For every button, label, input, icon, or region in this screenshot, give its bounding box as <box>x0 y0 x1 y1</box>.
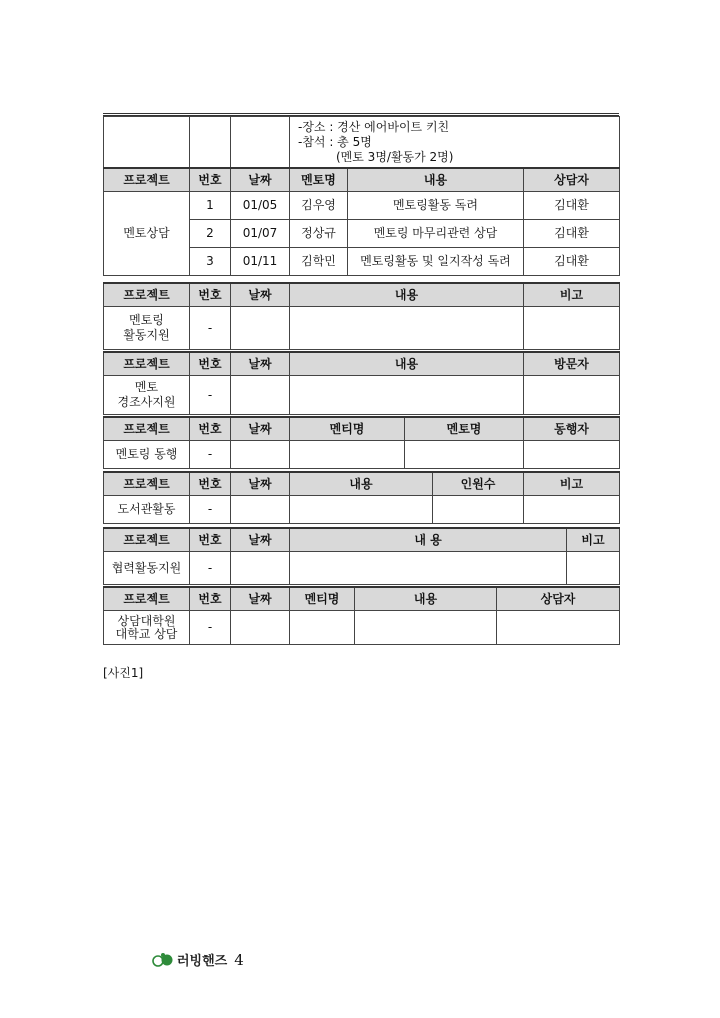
counselor-cell: 김대환 <box>524 248 620 276</box>
header-project: 프로젝트 <box>104 283 190 307</box>
accompany-table <box>103 416 620 469</box>
content-cell: 멘토링활동 독려 <box>348 192 524 220</box>
header-content: 내용 <box>290 352 524 376</box>
support-table <box>103 282 620 350</box>
header-date: 날짜 <box>231 587 290 611</box>
header-num: 번호 <box>190 472 231 496</box>
num-cell: - <box>190 376 231 415</box>
header-project: 프로젝트 <box>104 352 190 376</box>
project-cell <box>104 376 190 415</box>
num-cell: - <box>190 307 231 350</box>
header-num: 번호 <box>190 417 231 441</box>
venue-attend: -참석 : 총 5명 <box>298 134 372 149</box>
header-mentor: 멘토명 <box>405 417 524 441</box>
header-mentee: 멘티명 <box>290 587 355 611</box>
header-row <box>104 283 620 307</box>
project-cell: 도서관활동 <box>104 496 190 524</box>
content-cell: 멘토링활동 및 일지작성 독려 <box>348 248 524 276</box>
counselor-cell: 김대환 <box>524 192 620 220</box>
project-cell <box>104 307 190 350</box>
header-num: 번호 <box>190 528 231 552</box>
loving-hands-logo-icon <box>152 952 174 968</box>
venue-attend-detail: (멘토 3명/활동가 2명) <box>336 149 454 164</box>
header-visitor: 방문자 <box>524 352 620 376</box>
project-line1: 멘토 <box>134 380 159 394</box>
table-row <box>104 496 620 524</box>
footer-brand: 러빙핸즈 <box>177 954 228 969</box>
table-row <box>104 441 620 469</box>
header-num: 번호 <box>190 352 231 376</box>
project-cell <box>104 611 190 645</box>
header-num: 번호 <box>190 168 231 192</box>
num-cell: 2 <box>190 220 231 248</box>
header-row <box>104 587 620 611</box>
header-note: 비고 <box>567 528 620 552</box>
table-row <box>104 611 620 645</box>
mentor-cell: 김학민 <box>290 248 348 276</box>
header-content: 내용 <box>290 472 433 496</box>
header-date: 날짜 <box>231 352 290 376</box>
header-mentor: 멘토명 <box>290 168 348 192</box>
header-note: 비고 <box>524 283 620 307</box>
header-num: 번호 <box>190 587 231 611</box>
date-cell: 01/07 <box>231 220 290 248</box>
project-line2: 경조사지원 <box>117 395 176 409</box>
header-project: 프로젝트 <box>104 587 190 611</box>
table-row <box>104 192 620 220</box>
header-companion: 동행자 <box>524 417 620 441</box>
venue-cell <box>290 117 620 169</box>
header-mentee: 멘티명 <box>290 417 405 441</box>
header-row <box>104 168 620 192</box>
header-content: 내 용 <box>290 528 567 552</box>
date-cell: 01/11 <box>231 248 290 276</box>
header-date: 날짜 <box>231 472 290 496</box>
venue-row <box>104 117 620 169</box>
header-date: 날짜 <box>231 528 290 552</box>
header-content: 내용 <box>355 587 497 611</box>
header-row <box>104 417 620 441</box>
venue-place: -장소 : 경산 에어바이트 키친 <box>298 119 450 134</box>
num-cell: - <box>190 552 231 585</box>
mentoring-table <box>103 116 620 276</box>
coop-table <box>103 527 620 585</box>
header-project: 프로젝트 <box>104 528 190 552</box>
num-cell: - <box>190 441 231 469</box>
project-line2: 대학교 상담 <box>115 626 178 641</box>
header-date: 날짜 <box>231 168 290 192</box>
project-line2: 활동지원 <box>123 328 170 342</box>
header-project: 프로젝트 <box>104 168 190 192</box>
header-content: 내용 <box>348 168 524 192</box>
num-cell: 1 <box>190 192 231 220</box>
header-date: 날짜 <box>231 417 290 441</box>
grad-table <box>103 586 620 645</box>
date-cell: 01/05 <box>231 192 290 220</box>
num-cell: - <box>190 611 231 645</box>
header-content: 내용 <box>290 283 524 307</box>
project-line1: 상담대학원 <box>117 613 176 628</box>
photo-label: [사진1] <box>103 666 144 680</box>
project-cell: 협력활동지원 <box>104 552 190 585</box>
num-cell: 3 <box>190 248 231 276</box>
project-cell: 멘토링 동행 <box>104 441 190 469</box>
table-row <box>104 552 620 585</box>
header-headcount: 인원수 <box>433 472 524 496</box>
num-cell: - <box>190 496 231 524</box>
footer <box>152 950 244 969</box>
content-cell: 멘토링 마무리관련 상담 <box>348 220 524 248</box>
project-cell: 멘토상담 <box>104 192 190 276</box>
table-row <box>104 376 620 415</box>
mentor-cell: 정상규 <box>290 220 348 248</box>
header-counselor: 상담자 <box>497 587 620 611</box>
header-row <box>104 352 620 376</box>
header-row <box>104 472 620 496</box>
table-row <box>104 307 620 350</box>
header-row <box>104 528 620 552</box>
header-project: 프로젝트 <box>104 472 190 496</box>
condolence-table <box>103 351 620 415</box>
header-date: 날짜 <box>231 283 290 307</box>
page-number: 4 <box>234 950 244 969</box>
header-project: 프로젝트 <box>104 417 190 441</box>
header-note: 비고 <box>524 472 620 496</box>
library-table <box>103 471 620 524</box>
project-line1: 멘토링 <box>129 313 164 327</box>
header-counselor: 상담자 <box>524 168 620 192</box>
counselor-cell: 김대환 <box>524 220 620 248</box>
mentor-cell: 김우영 <box>290 192 348 220</box>
header-num: 번호 <box>190 283 231 307</box>
